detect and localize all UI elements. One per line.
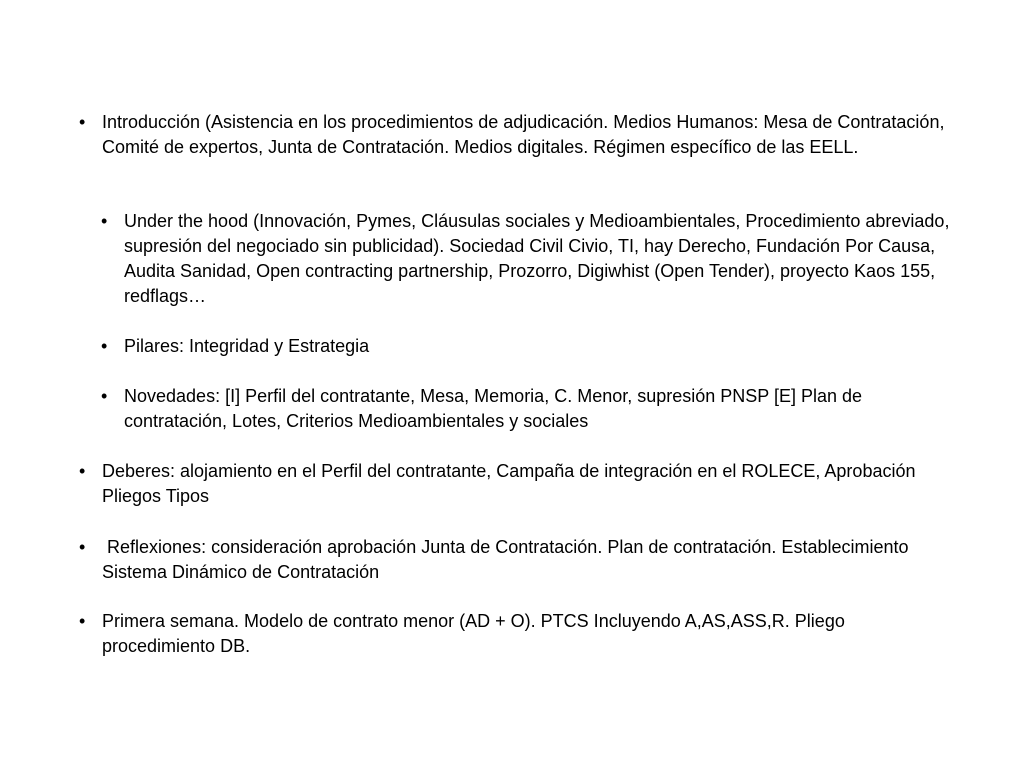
bullet-text: Deberes: alojamiento en el Perfil del contratante, Campaña de integración en el ROLECE, Aprobación Pliegos Tipos	[102, 461, 916, 506]
bullet-icon: •	[79, 112, 86, 132]
sub-bullet-item-under-the-hood	[101, 209, 954, 309]
bullet-item-primera-semana	[79, 609, 962, 659]
bullet-item-introduccion	[79, 110, 962, 160]
bullet-icon: •	[101, 211, 108, 231]
bullet-icon: •	[101, 336, 108, 356]
bullet-text: Reflexiones: consideración aprobación Junta de Contratación. Plan de contratación. Establecimiento Sistema Dinámico de Contratación	[102, 537, 914, 582]
bullet-icon: •	[79, 461, 86, 481]
bullet-text: Primera semana. Modelo de contrato menor (AD + O). PTCS Incluyendo A,AS,ASS,R. Pliego procedimiento DB.	[102, 611, 845, 656]
sub-bullet-item-pilares	[101, 334, 954, 359]
sub-bullet-item-novedades	[101, 384, 954, 434]
bullet-text: Introducción (Asistencia en los procedimientos de adjudicación. Medios Humanos: Mesa de Contratación, Comité de expertos, Junta de Contratación. Medios digitales. Régimen específico de las EELL.	[102, 112, 945, 157]
bullet-icon: •	[79, 537, 86, 557]
bullet-text: Under the hood (Innovación, Pymes, Cláusulas sociales y Medioambientales, Procedimiento abreviado, supresión del negociado sin publicidad). Sociedad Civil Civio, TI, hay Derecho, Fundación Por Causa, Audita Sanidad, Open contracting partnership, Prozorro, Digiwhist (Open Tender), proyecto Kaos 155, redflags…	[124, 211, 950, 306]
bullet-text: Pilares: Integridad y Estrategia	[124, 336, 370, 356]
bullet-item-deberes	[79, 459, 962, 509]
bullet-text: Novedades: [I] Perfil del contratante, Mesa, Memoria, C. Menor, supresión PNSP [E] Plan de contratación, Lotes, Criterios Medioambientales y sociales	[124, 386, 863, 431]
bullet-icon: •	[79, 611, 86, 631]
bullet-item-reflexiones	[79, 535, 962, 585]
bullet-icon: •	[101, 386, 108, 406]
